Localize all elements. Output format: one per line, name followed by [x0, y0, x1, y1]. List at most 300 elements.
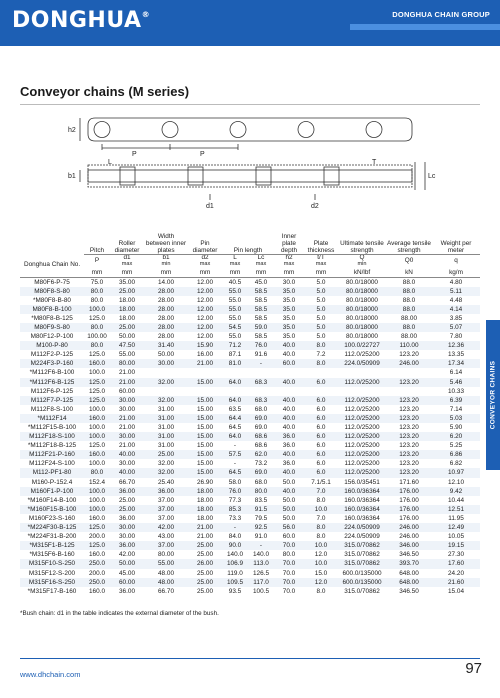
chain-no-cell: *M80F8-B-125	[31, 314, 73, 322]
table-cell: 92.5	[248, 523, 274, 532]
svg-text:Lc: Lc	[428, 173, 436, 180]
table-cell: 35.0	[274, 305, 304, 314]
table-cell	[304, 368, 338, 377]
table-cell: 123.20	[399, 351, 419, 359]
table-cell: 15.00	[188, 468, 222, 477]
table-cell: 246.00	[399, 533, 419, 541]
table-cell: 36.0	[282, 442, 296, 450]
table-row	[20, 523, 480, 532]
table-cell: 68.3	[248, 396, 274, 405]
table-cell: 112.0/25200	[344, 460, 380, 468]
chain-no-cell: M80F9-S-80	[20, 323, 84, 332]
table-cell: 648.00	[399, 569, 419, 577]
chain-no-cell: M160F1-P-100	[20, 487, 84, 496]
table-cell: 117.0	[248, 578, 274, 587]
table-cell: 15.00	[197, 424, 213, 431]
table-cell: 5.0	[316, 314, 326, 322]
column-header: Weight per meter	[440, 239, 472, 254]
table-cell: 5.90	[449, 424, 463, 431]
table-cell: 12.10	[448, 478, 464, 486]
table-cell: 76.0	[222, 487, 248, 496]
table-cell: 15.04	[448, 587, 464, 595]
table-cell: 100.0	[89, 405, 105, 413]
table-cell: 6.14	[449, 369, 463, 377]
table-cell: 60.00	[110, 578, 144, 587]
table-cell: 15.0	[314, 569, 328, 577]
table-cell: 8.0	[316, 496, 326, 504]
table-cell: 12.0	[314, 551, 328, 559]
table-cell: 80.0	[84, 287, 110, 296]
table-row	[20, 305, 480, 314]
table-cell: 18.00	[119, 314, 135, 322]
table-cell: 5.46	[432, 378, 480, 387]
table-cell: 31.00	[158, 424, 174, 431]
table-row	[20, 578, 480, 587]
table-cell: 36.00	[119, 587, 135, 595]
table-cell: 125.0	[89, 351, 105, 359]
table-cell: 55.00	[144, 559, 188, 568]
table-cell: 16.00	[197, 351, 213, 359]
table-cell: 73.2	[254, 460, 268, 468]
table-cell: 32.00	[144, 378, 188, 387]
table-cell: 18.00	[188, 505, 222, 514]
table-cell: 10.97	[432, 468, 480, 477]
table-cell: 42.00	[144, 523, 188, 532]
table-cell: 112.0/25200	[338, 432, 386, 441]
table-cell: 70.0	[274, 578, 304, 587]
svg-text:d1: d1	[206, 203, 214, 210]
table-cell: 5.0	[316, 296, 326, 304]
table-cell: 55.0	[228, 333, 242, 341]
table-row	[20, 332, 480, 341]
table-cell: 7.2	[316, 351, 326, 359]
table-cell: -	[248, 541, 274, 550]
table-cell: 7.14	[449, 405, 463, 413]
table-cell: 30.00	[110, 523, 144, 532]
table-cell: 88.00	[401, 314, 417, 322]
table-cell: 30.00	[110, 396, 144, 405]
table-cell: 40.0	[274, 450, 304, 459]
chain-no-header: Donghua Chain No.	[24, 261, 81, 268]
chain-no-cell: *M112F6-B-100	[29, 369, 75, 377]
table-cell: 156.0/35451	[344, 478, 380, 486]
chain-no-cell: M112F18-S-100	[20, 432, 84, 441]
table-cell: 21.60	[432, 578, 480, 587]
table-cell: 70.0	[282, 587, 296, 595]
table-cell	[274, 368, 304, 377]
table-cell: 93.5	[228, 587, 242, 595]
chain-no-cell: M112F7-P-125	[20, 396, 84, 405]
table-cell: 10.33	[448, 387, 464, 395]
table-cell: 8.0	[316, 587, 326, 595]
table-cell: -	[248, 359, 274, 368]
table-cell: 6.0	[316, 460, 326, 468]
table-cell: 80.0/18000	[338, 287, 386, 296]
table-cell: 21.00	[110, 378, 144, 387]
table-cell: 140.0	[253, 551, 269, 559]
table-cell: 14.00	[158, 278, 174, 286]
table-cell: 8.0	[304, 341, 338, 350]
chain-no-cell: M315F16-S-250	[20, 578, 84, 587]
svg-text:P: P	[200, 151, 205, 158]
table-cell: 88.0	[386, 323, 432, 332]
table-cell: 31.00	[144, 432, 188, 441]
table-cell: 123.20	[386, 414, 432, 423]
table-cell: 58.5	[254, 333, 268, 341]
table-cell: 12.0	[304, 578, 338, 587]
table-cell: 25.00	[197, 587, 213, 595]
table-cell: 21.00	[110, 414, 144, 423]
table-cell: 125.0	[89, 442, 105, 450]
chain-no-cell: M112F24-S-100	[29, 460, 75, 468]
table-cell: 5.11	[432, 287, 480, 296]
table-cell: 58.5	[254, 296, 268, 304]
column-header: Ultimate tensile strength	[340, 239, 384, 254]
table-cell: 4.14	[432, 305, 480, 314]
table-cell	[386, 368, 432, 377]
table-cell: 40.5	[228, 278, 242, 286]
table-cell: 12.36	[432, 341, 480, 350]
table-cell: 58.5	[254, 314, 268, 322]
table-cell	[338, 368, 386, 377]
table-cell: 36.0	[274, 432, 304, 441]
table-cell: 88.0	[402, 278, 416, 286]
chain-no-cell: *M112F6-B-125	[20, 378, 84, 387]
table-cell: 25.00	[110, 323, 144, 332]
table-cell: 48.00	[144, 578, 188, 587]
table-row	[20, 414, 480, 423]
table-cell	[144, 387, 188, 396]
table-cell: 37.00	[144, 505, 188, 514]
table-cell: 18.00	[110, 305, 144, 314]
table-cell: 10.0	[304, 541, 338, 550]
table-cell: 54.5	[222, 323, 248, 332]
table-row	[20, 532, 480, 541]
table-cell: 125.0	[84, 396, 110, 405]
table-cell: 32.00	[144, 468, 188, 477]
table-cell: 21.00	[188, 523, 222, 532]
table-cell: 18.00	[188, 487, 222, 496]
table-cell: 315.0/70862	[344, 587, 380, 595]
table-cell: 5.0	[316, 333, 326, 341]
table-cell: 12.51	[432, 505, 480, 514]
chain-no-cell: *M112F18-B-125	[27, 442, 77, 450]
chain-no-cell: *M315F17-B-160	[27, 587, 77, 595]
table-cell: 28.00	[144, 323, 188, 332]
table-cell: 171.60	[399, 478, 419, 486]
table-cell: 31.40	[144, 341, 188, 350]
table-cell: 160.0/36364	[344, 514, 380, 522]
chain-no-cell: M112-PF1-80	[20, 468, 84, 477]
table-cell: 15.00	[188, 414, 222, 423]
chain-no-cell: M80F8-S-80	[20, 287, 84, 296]
table-cell: 160.0	[84, 450, 110, 459]
table-cell: 42.00	[119, 551, 135, 559]
table-cell: 4.48	[449, 296, 463, 304]
table-row	[20, 359, 480, 368]
table-cell: 125.0	[89, 387, 105, 395]
table-cell	[274, 387, 304, 396]
table-cell: 73.3	[228, 514, 242, 522]
table-row	[20, 550, 480, 559]
table-cell: 59.0	[248, 323, 274, 332]
table-cell: 24.20	[448, 569, 464, 577]
table-cell: 30.00	[119, 533, 135, 541]
table-cell: 5.0	[304, 323, 338, 332]
table-cell: 12.00	[188, 323, 222, 332]
table-cell: 25.00	[110, 287, 144, 296]
table-cell: 26.90	[197, 478, 213, 486]
table-cell: 21.00	[119, 424, 135, 431]
table-cell: 40.0	[274, 396, 304, 405]
table-cell: 32.00	[144, 396, 188, 405]
table-cell: 17.34	[432, 359, 480, 368]
table-cell: 112.0/25200	[338, 414, 386, 423]
table-cell: 224.0/50909	[344, 533, 380, 541]
page-header	[0, 0, 500, 46]
table-cell: 160.0	[89, 551, 105, 559]
group-name: DONGHUA CHAIN GROUP	[392, 10, 490, 19]
chain-no-cell: *M315F6-B-160	[29, 551, 75, 559]
chain-pin	[162, 122, 178, 138]
table-cell: 91.6	[254, 351, 268, 359]
table-cell: 25.40	[158, 478, 174, 486]
table-row	[20, 478, 480, 487]
header-accent-bar	[350, 24, 500, 30]
table-cell: 70.0	[282, 569, 296, 577]
table-cell: 246.00	[386, 523, 432, 532]
footnote: *Bush chain: d1 in the table indicates the external diameter of the bush.	[20, 610, 219, 617]
table-cell: 50.00	[119, 333, 135, 341]
table-row	[20, 396, 480, 405]
table-cell: 315.0/70862	[338, 541, 386, 550]
table-cell: 80.0/18000	[338, 323, 386, 332]
table-cell: 60.0	[282, 533, 296, 541]
table-cell: 36.00	[119, 514, 135, 522]
table-cell: 50.0	[282, 478, 296, 486]
table-cell: 25.00	[188, 578, 222, 587]
table-cell: 6.20	[432, 432, 480, 441]
table-cell: 3.85	[449, 314, 463, 322]
table-row	[20, 450, 480, 459]
table-cell: -	[233, 460, 237, 468]
table-cell: 60.00	[119, 387, 135, 395]
table-cell: 80.0/18000	[338, 305, 386, 314]
table-cell: 6.0	[304, 414, 338, 423]
table-cell: 40.0	[274, 468, 304, 477]
table-row	[20, 587, 480, 596]
svg-text:h2: h2	[68, 127, 76, 134]
table-cell: -	[233, 442, 237, 450]
column-header: Pitch	[89, 246, 105, 254]
table-row	[20, 378, 480, 387]
column-header: Pin length	[233, 246, 263, 254]
table-cell: 70.0	[274, 559, 304, 568]
chain-no-cell: *M160F14-B-100	[27, 496, 77, 504]
table-cell: 30.00	[119, 460, 135, 468]
column-header: Average tensile strength	[387, 239, 431, 254]
table-cell: 5.07	[432, 323, 480, 332]
chain-no-cell: M315F12-S-200	[28, 569, 76, 577]
table-cell: 27.30	[448, 551, 464, 559]
table-cell: 6.0	[316, 405, 326, 413]
table-cell: 83.5	[254, 496, 268, 504]
table-cell: 160.0	[89, 587, 105, 595]
table-cell: 110.00	[386, 341, 432, 350]
table-cell: 21.00	[188, 359, 222, 368]
table-cell: 84.0	[228, 533, 242, 541]
chain-no-cell: *M224F30-B-125	[20, 523, 84, 532]
table-cell	[222, 368, 248, 377]
table-cell: 64.0	[222, 396, 248, 405]
table-cell: 8.0	[304, 359, 338, 368]
table-cell: 25.00	[144, 450, 188, 459]
svg-text:P: P	[132, 151, 137, 158]
table-cell: 160.0/36364	[338, 487, 386, 496]
table-cell: 28.00	[144, 305, 188, 314]
chain-no-cell: M315F10-S-250	[20, 559, 84, 568]
table-cell: 100.5	[253, 587, 269, 595]
table-cell: 346.50	[399, 587, 419, 595]
chain-pin	[230, 122, 246, 138]
table-cell: 5.0	[304, 305, 338, 314]
table-cell: 80.0	[248, 487, 274, 496]
table-cell: 112.0/25200	[338, 378, 386, 387]
table-cell: 246.00	[386, 359, 432, 368]
table-cell: 88.0	[402, 296, 416, 304]
table-cell: 6.0	[304, 450, 338, 459]
table-cell: 21.00	[197, 533, 213, 541]
table-cell: 15.00	[197, 460, 213, 468]
svg-text:L: L	[108, 159, 112, 166]
chain-no-cell: *M112F14	[20, 414, 84, 423]
table-cell: 55.0	[222, 287, 248, 296]
table-cell: 48.00	[158, 569, 174, 577]
table-cell: 224.0/50909	[338, 359, 386, 368]
table-symbol-row: P d1 max b1 min d2 max L max Lc max h2 max t/T max Q min Q0 q	[20, 254, 480, 268]
table-cell: 80.0	[90, 296, 104, 304]
table-cell: 69.0	[248, 468, 274, 477]
table-cell: 36.00	[110, 541, 144, 550]
table-cell: 600.0/135000	[342, 569, 382, 577]
table-cell: 125.0	[84, 523, 110, 532]
table-cell: 37.00	[144, 541, 188, 550]
table-cell: 315.0/70862	[338, 559, 386, 568]
footer-website[interactable]: www.dhchain.com	[20, 670, 81, 679]
table-cell: 88.0	[386, 305, 432, 314]
table-cell	[248, 387, 274, 396]
table-cell: 43.00	[158, 533, 174, 541]
table-cell: 50.0	[282, 514, 296, 522]
svg-text:T: T	[372, 159, 377, 166]
table-cell: 68.0	[254, 478, 268, 486]
table-cell: 6.0	[316, 442, 326, 450]
table-unit-row: mm mm mm mm mm mm mm mm kN/lbf kN kg/m	[20, 268, 480, 277]
chain-diagram	[60, 112, 440, 212]
table-cell	[188, 387, 222, 396]
svg-text:d2: d2	[311, 203, 319, 210]
table-cell: 45.00	[119, 569, 135, 577]
table-row	[20, 559, 480, 568]
table-row	[20, 487, 480, 496]
table-cell	[144, 368, 188, 377]
column-header: Plate thickness	[307, 239, 335, 254]
table-cell: 87.1	[228, 351, 242, 359]
table-cell: 152.4	[89, 478, 105, 486]
table-cell: 8.0	[304, 523, 338, 532]
table-cell: 31.00	[158, 405, 174, 413]
table-cell: 28.00	[144, 287, 188, 296]
table-cell: 12.00	[197, 314, 213, 322]
chain-no-cell: M160-P-152.4	[31, 478, 73, 486]
table-cell: 90.0	[222, 541, 248, 550]
page-number: 97	[465, 660, 482, 677]
table-cell: 35.0	[282, 314, 296, 322]
table-cell: 45.0	[254, 278, 268, 286]
table-cell: 6.86	[432, 450, 480, 459]
table-cell: 76.0	[248, 341, 274, 350]
table-cell: 37.00	[158, 514, 174, 522]
table-cell: 80.0	[282, 551, 296, 559]
table-cell: 12.00	[188, 305, 222, 314]
table-cell: 123.20	[399, 442, 419, 450]
table-cell: 100.00	[87, 333, 107, 341]
table-cell: 15.00	[188, 450, 222, 459]
table-cell: 50.0	[282, 496, 296, 504]
table-cell: 80.0	[84, 323, 110, 332]
table-cell: 32.00	[158, 460, 174, 468]
table-cell: 88.00	[401, 333, 417, 341]
table-cell: 35.00	[119, 278, 135, 286]
chain-no-cell: M224F3-P-160	[20, 359, 84, 368]
table-cell: 35.0	[282, 296, 296, 304]
chain-no-cell: M112F8-S-100	[30, 405, 74, 413]
table-cell: 70.0	[274, 541, 304, 550]
table-cell: 12.00	[197, 333, 213, 341]
table-row	[20, 350, 480, 359]
table-cell	[338, 387, 386, 396]
chain-pin	[366, 122, 382, 138]
table-cell	[188, 368, 222, 377]
table-cell: 6.0	[316, 424, 326, 431]
column-header: Width between inner plates	[145, 232, 187, 254]
chain-plan-outline	[88, 170, 412, 182]
table-cell: 85.3	[222, 505, 248, 514]
table-cell: 40.0	[282, 405, 296, 413]
table-cell: 30.0	[282, 278, 296, 286]
table-cell: 119.0	[227, 569, 243, 577]
table-cell: 112.0/25200	[344, 351, 380, 359]
table-cell: 28.00	[158, 314, 174, 322]
chain-no-cell: M100-P-80	[20, 341, 84, 350]
chain-no-cell: *M315F1-B-125	[20, 541, 84, 550]
table-cell: 100.0	[84, 432, 110, 441]
table-cell: 200.0	[89, 569, 105, 577]
table-cell: 15.90	[188, 341, 222, 350]
table-cell: 26.00	[188, 559, 222, 568]
table-cell	[222, 387, 248, 396]
table-cell: 250.0	[84, 578, 110, 587]
table-cell: 68.0	[254, 405, 268, 413]
table-cell: 123.20	[386, 450, 432, 459]
table-cell: 112.0/25200	[344, 424, 380, 431]
table-row	[20, 314, 480, 323]
table-cell: 160.0	[84, 359, 110, 368]
table-cell: 25.00	[110, 505, 144, 514]
table-cell: 31.00	[158, 442, 174, 450]
table-cell: 64.5	[228, 424, 242, 431]
table-cell	[386, 387, 432, 396]
